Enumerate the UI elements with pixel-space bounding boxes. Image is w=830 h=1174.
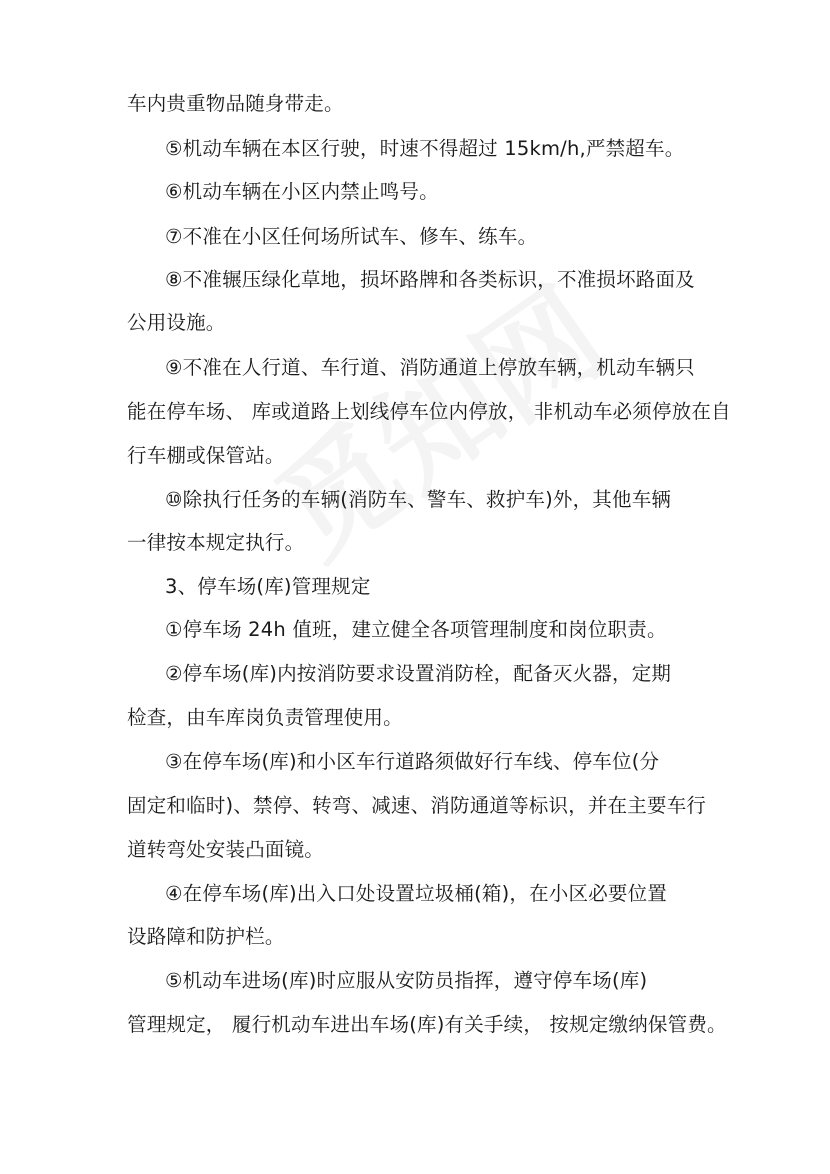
text-line: ⑦不准在小区任何场所试车、修车、练车。 xyxy=(165,225,538,248)
text-line: ⑧不准辗压绿化草地，损坏路牌和各类标识，不准损坏路面及 xyxy=(165,268,695,291)
section-heading: 3、停车场(库)管理规定 xyxy=(165,575,371,598)
text-line: 一律按本规定执行。 xyxy=(127,531,305,554)
text-line: 能在停车场、 库或道路上划线停车位内停放， 非机动车必须停放在自 xyxy=(127,400,731,423)
text-line: 行车棚或保管站。 xyxy=(127,444,285,467)
text-line: 设路障和防护栏。 xyxy=(127,925,285,948)
text-line: ⑤机动车辆在本区行驶，时速不得超过 15km/h,严禁超车。 xyxy=(165,137,685,160)
text-line: ⑤机动车进场(库)时应服从安防员指挥，遵守停车场(库) xyxy=(165,969,648,992)
text-line: ⑥机动车辆在小区内禁止鸣号。 xyxy=(165,180,439,203)
text-line: 固定和临时)、禁停、转弯、减速、消防通道等标识，并在主要车行 xyxy=(127,794,707,817)
text-line: ④在停车场(库)出入口处设置垃圾桶(箱)，在小区必要位置 xyxy=(165,882,668,905)
text-line: ⑨不准在人行道、车行道、消防通道上停放车辆，机动车辆只 xyxy=(165,356,695,379)
text-line: 车内贵重物品随身带走。 xyxy=(127,92,344,115)
text-line: ②停车场(库)内按消防要求设置消防栓，配备灭火器，定期 xyxy=(165,662,672,685)
text-line: 公用设施。 xyxy=(127,311,226,334)
text-line: ①停车场 24h 值班，建立健全各项管理制度和岗位职责。 xyxy=(165,618,667,641)
text-line: 道转弯处安装凸面镜。 xyxy=(127,838,325,861)
text-line: ⑩除执行任务的车辆(消防车、警车、救护车)外，其他车辆 xyxy=(165,488,672,511)
text-line: 管理规定， 履行机动车进出车场(库)有关手续， 按规定缴纳保管费。 xyxy=(127,1013,727,1036)
text-line: 检查，由车库岗负责管理使用。 xyxy=(127,706,403,729)
text-line: ③在停车场(库)和小区车行道路须做好行车线、停车位(分 xyxy=(165,750,660,773)
